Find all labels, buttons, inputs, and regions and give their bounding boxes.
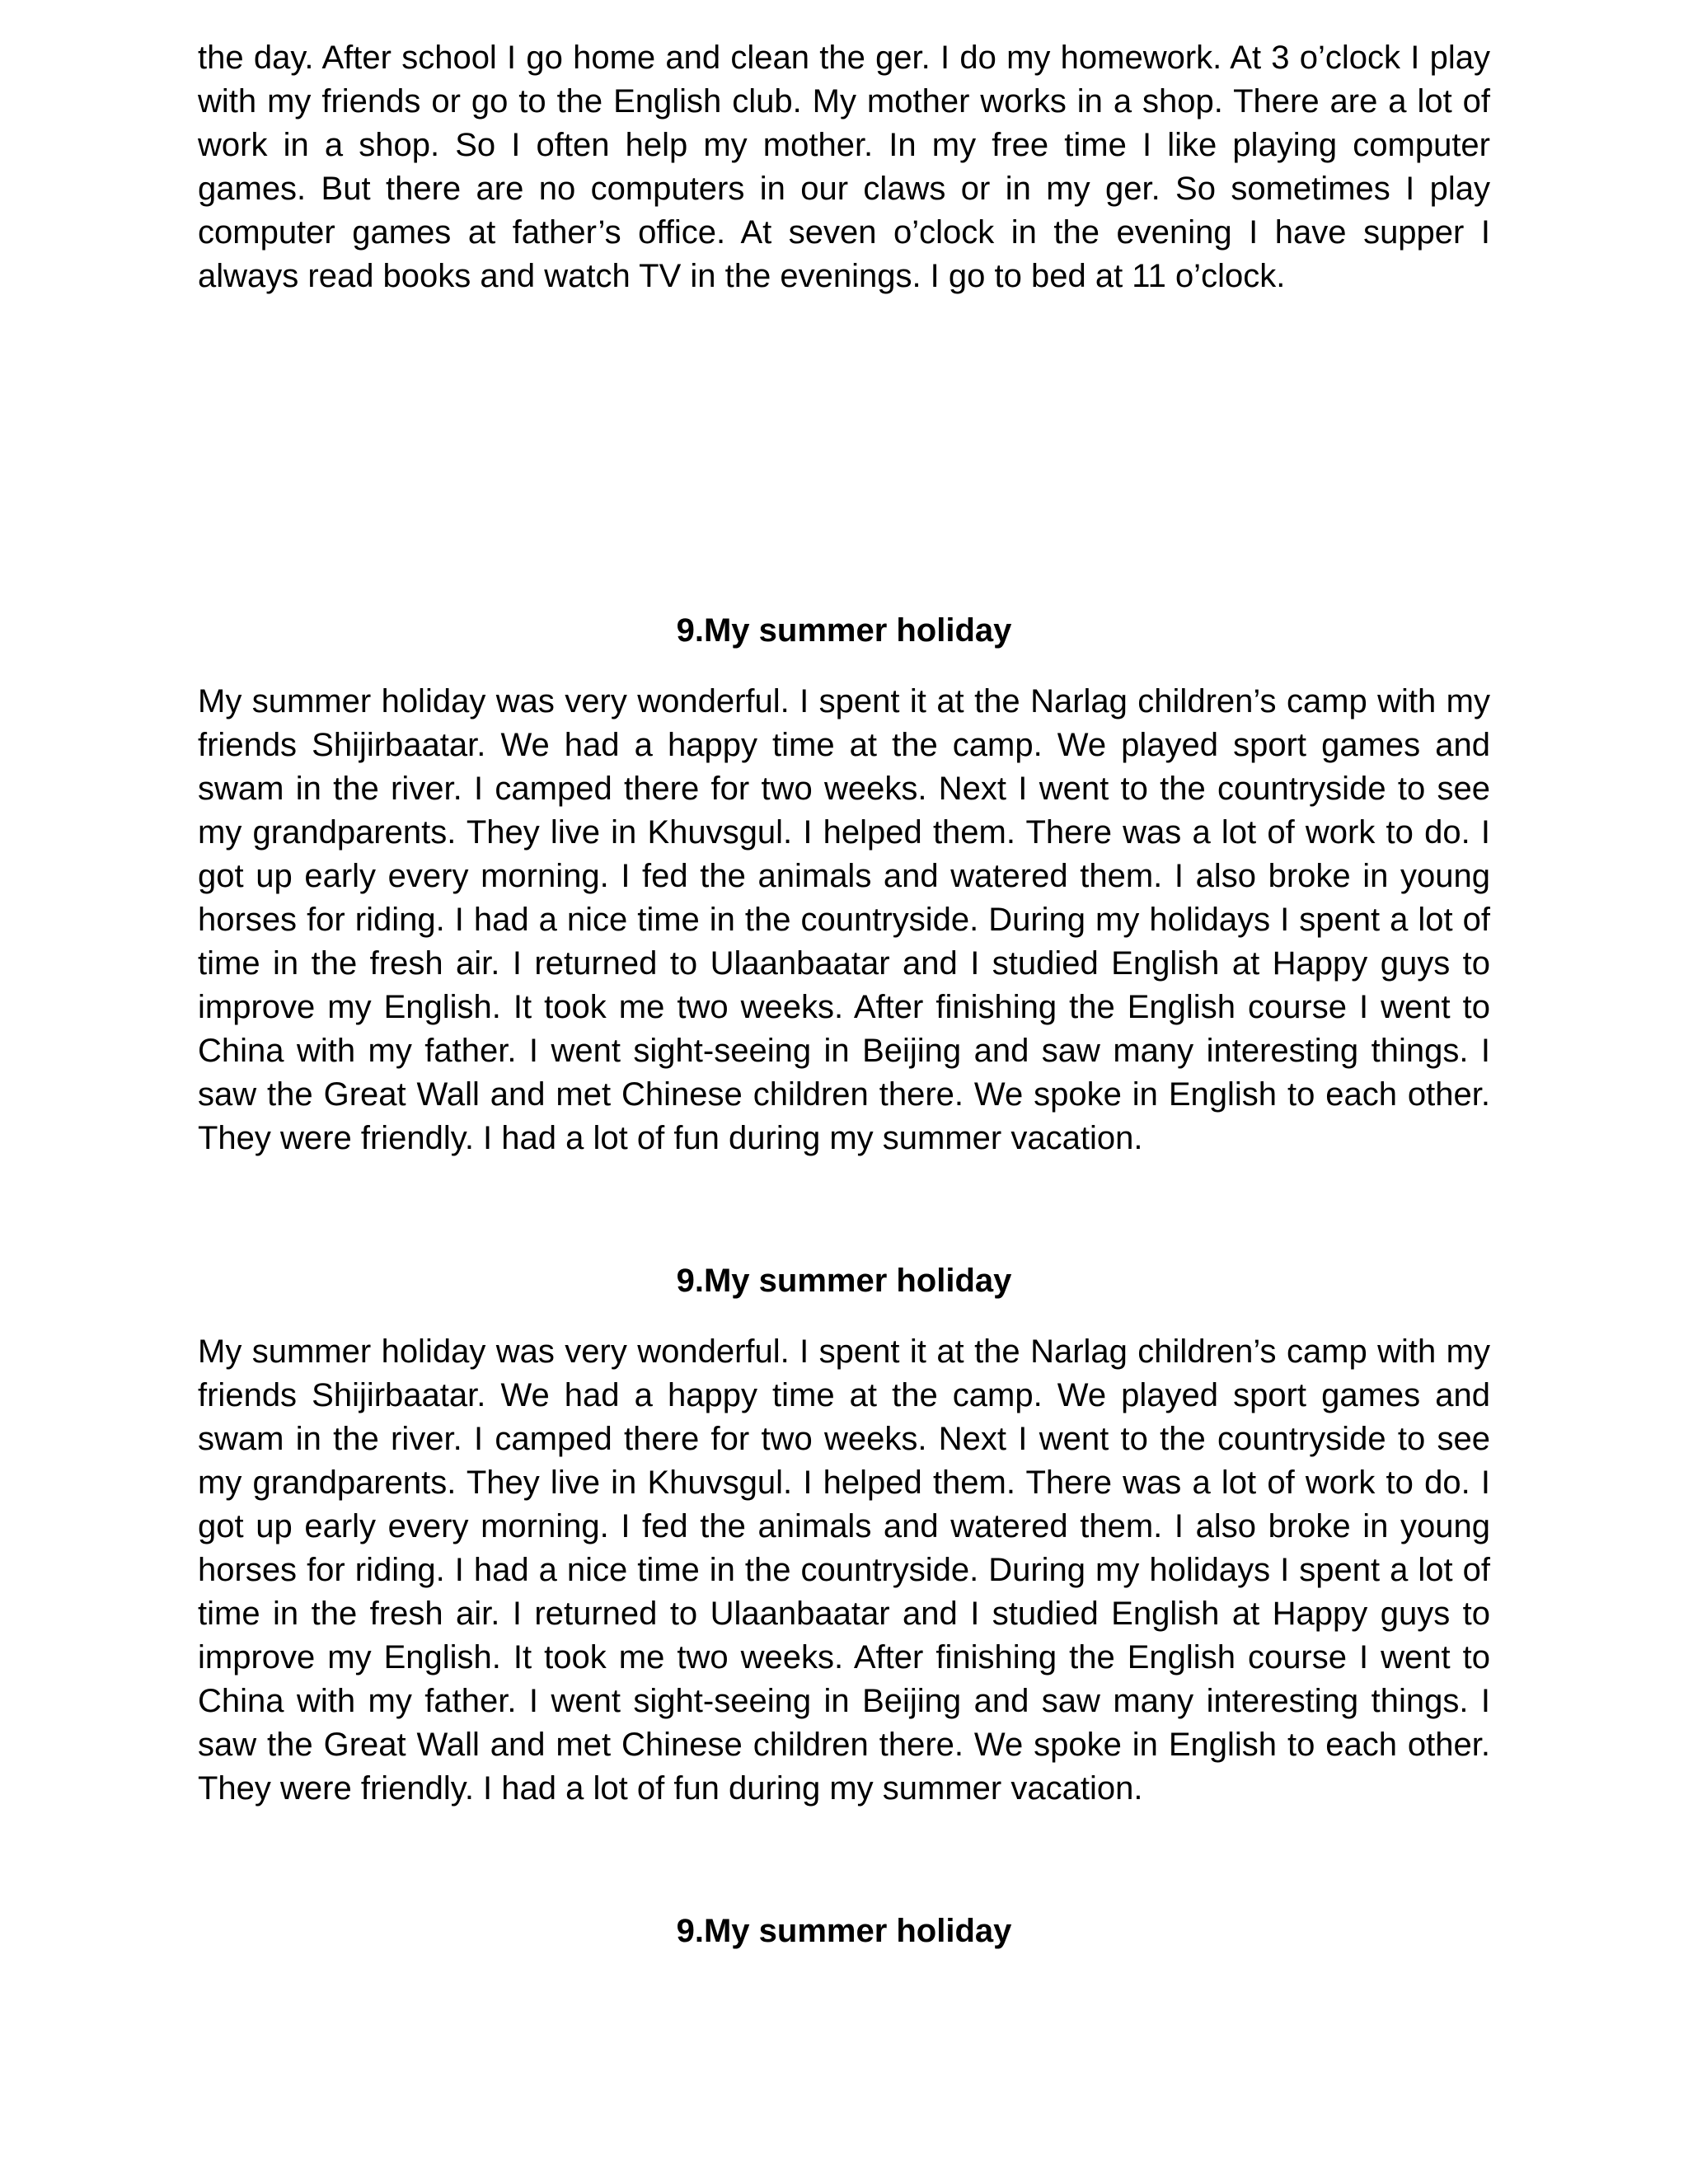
section-heading: 9.My summer holiday xyxy=(676,612,1012,649)
section-heading: 9.My summer holiday xyxy=(676,1263,1012,1299)
intro-paragraph: the day. After school I go home and clean the ger. I do my homework. At 3 o’clock I play with my friends or go to the English club. My mother works in a shop. There are a lot of work in a shop. So I often help my mother. In my free time I like playing computer games. But there are no computers in our claws or in my ger. So sometimes I play computer games at father’s office. At seven o’clock in the evening I have supper I always read books and watch TV in the evenings. I go to bed at 11 o’clock. xyxy=(198,40,1490,294)
section-body: My summer holiday was very wonderful. I spent it at the Narlag children’s camp with my friends Shijirbaatar. We had a happy time at the camp. We played sport games and swam in the river. I camped there for two weeks. Next I went to the countryside to see my grandparents. They live in Khuvsgul. I helped them. There was a lot of work to do. I got up early every morning. I fed the animals and watered them. I also broke in young horses for riding. I had a nice time in the countryside. During my holidays I spent a lot of time in the fresh air. I returned to Ulaanbaatar and I studied English at Happy guys to improve my English. It took me two weeks. After finishing the English course I went to China with my father. I went sight-seeing in Beijing and saw many interesting things. I saw the Great Wall and met Chinese children there. We spoke in English to each other. They were friendly. I had a lot of fun during my summer vacation. xyxy=(198,683,1490,1156)
section-heading: 9.My summer holiday xyxy=(676,1913,1012,1949)
section-body: My summer holiday was very wonderful. I spent it at the Narlag children’s camp with my friends Shijirbaatar. We had a happy time at the camp. We played sport games and swam in the river. I camped there for two weeks. Next I went to the countryside to see my grandparents. They live in Khuvsgul. I helped them. There was a lot of work to do. I got up early every morning. I fed the animals and watered them. I also broke in young horses for riding. I had a nice time in the countryside. During my holidays I spent a lot of time in the fresh air. I returned to Ulaanbaatar and I studied English at Happy guys to improve my English. It took me two weeks. After finishing the English course I went to China with my father. I went sight-seeing in Beijing and saw many interesting things. I saw the Great Wall and met Chinese children there. We spoke in English to each other. They were friendly. I had a lot of fun during my summer vacation. xyxy=(198,1333,1490,1807)
